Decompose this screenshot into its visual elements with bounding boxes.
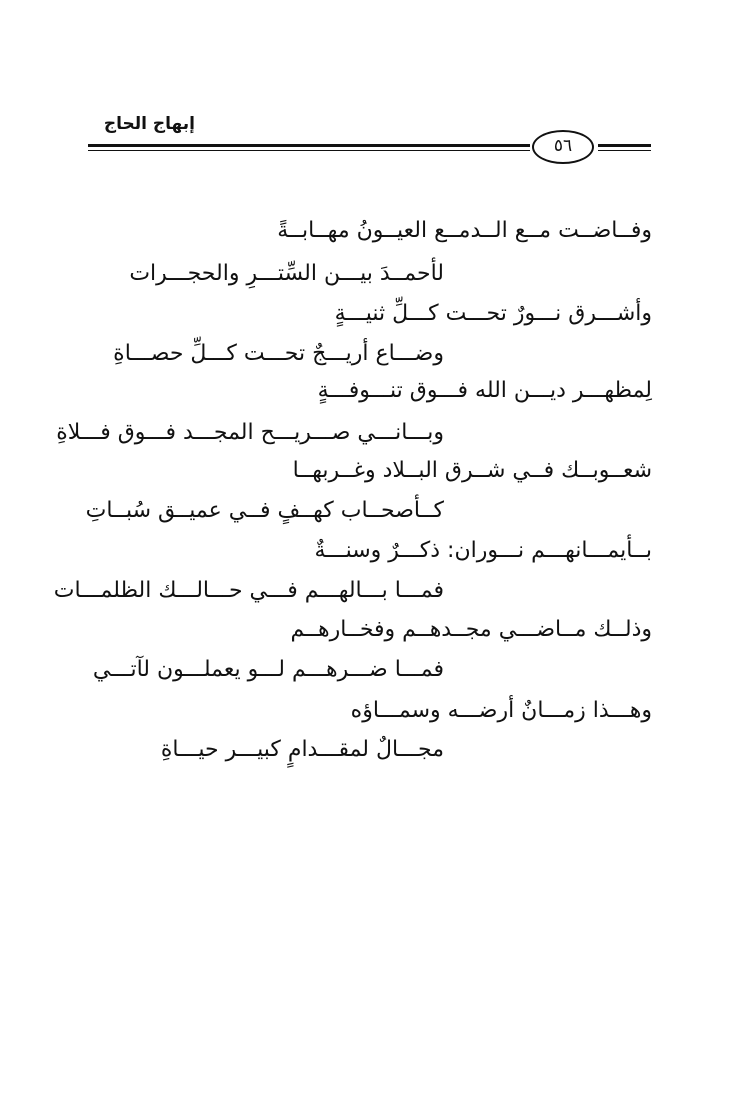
verse-line: مجـــالٌ لمقـــدامٍ كبيـــر حيـــاةِ: [160, 737, 444, 762]
verse-line: فمـــا بـــالهـــم فـــي حـــالـــك الظلمـــات: [53, 578, 444, 603]
verse-line: شعــوبــك فــي شــرق البــلاد وغــربهــا: [292, 458, 652, 483]
running-header-title: إبهاج الحاج: [103, 114, 195, 134]
verse-line: بــأيمـــانهـــم نـــوران: ذكـــرٌ وسنـــةٌ: [314, 538, 652, 563]
verse-line: وهـــذا زمـــانٌ أرضـــه وسمـــاؤه: [350, 698, 652, 723]
verse-line: وذلــك مــاضـــي مجــدهــم وفخــارهــم: [290, 617, 652, 642]
verse-line: كــأصحــاب كهــفٍ فــي عميــق سُبــاتِ: [85, 498, 444, 523]
verse-line: وضـــاع أريـــجٌ تحـــت كـــلِّ حصـــاةِ: [113, 341, 444, 366]
verse-line: لأحمــدَ بيـــن السِّتـــرِ والحجـــرات: [129, 261, 444, 286]
verse-line: لِمظهـــر ديـــن الله فـــوق تنـــوفـــةٍ: [317, 378, 652, 403]
verse-line: وفــاضــت مــع الــدمــع العيــونُ مهــابــةً: [277, 218, 652, 243]
verse-line: وأشـــرق نـــورٌ تحـــت كـــلِّ ثنيـــةٍ: [334, 301, 652, 326]
verse-line: فمـــا ضـــرهـــم لـــو يعملـــون لآتـــي: [92, 657, 444, 682]
verse-line: وبـــانـــي صـــريـــح المجـــد فـــوق فـــلاةِ: [56, 420, 444, 445]
page-number-badge: ٥٦: [532, 130, 594, 164]
